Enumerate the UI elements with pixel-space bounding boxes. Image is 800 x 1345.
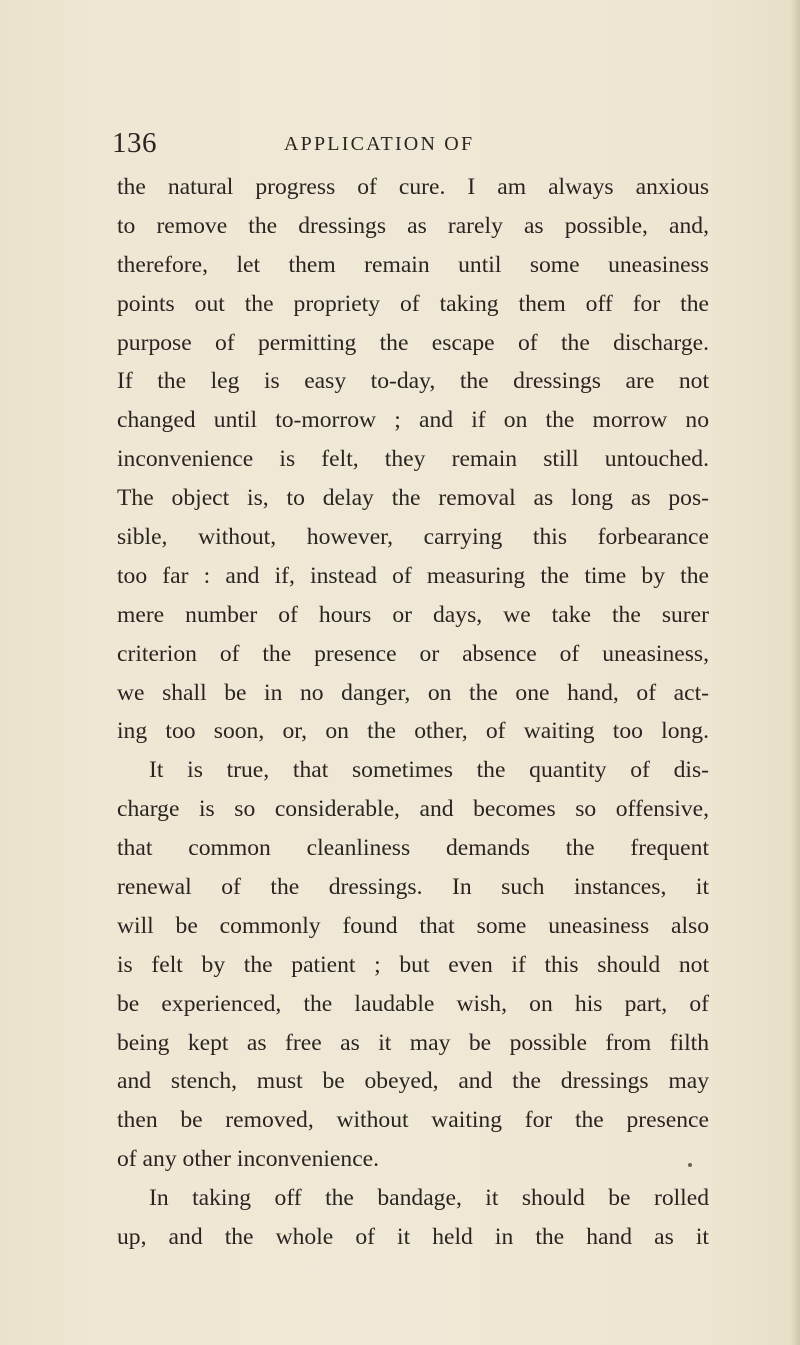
text-line: mere number of hours or days, we take the surer (117, 601, 709, 628)
text-line: that common cleanliness demands the frequent (117, 835, 709, 862)
body-text (117, 168, 709, 1257)
text-line-paragraph-start: In taking off the bandage, it should be rolled (149, 1185, 709, 1212)
text-line: If the leg is easy to-day, the dressings are not (117, 368, 709, 395)
text-line-paragraph-end: of any other inconvenience. (117, 1146, 380, 1173)
page-edge-shadow (790, 0, 800, 1345)
text-line: The object is, to delay the removal as long as pos- (117, 485, 709, 512)
text-line: changed until to-morrow ; and if on the morrow no (117, 407, 709, 434)
text-line: will be commonly found that some uneasiness also (117, 912, 709, 939)
page-header (112, 127, 692, 167)
text-line: inconvenience is felt, they remain still untouched. (117, 446, 709, 473)
page-number: 136 (112, 127, 157, 159)
text-line: sible, without, however, carrying this forbearance (117, 524, 709, 551)
margin-speck (688, 1163, 692, 1167)
text-line: renewal of the dressings. In such instances, it (117, 874, 709, 901)
text-line: ing too soon, or, on the other, of waiting too long. (117, 718, 709, 745)
text-line: the natural progress of cure. I am always anxious (117, 174, 709, 200)
text-line: criterion of the presence or absence of uneasiness, (117, 640, 709, 667)
text-line: be experienced, the laudable wish, on his part, of (117, 990, 709, 1017)
text-line: points out the propriety of taking them off for the (117, 290, 709, 317)
text-line: too far : and if, instead of measuring the time by the (117, 562, 709, 589)
text-line: we shall be in no danger, on the one hand, of act- (117, 679, 709, 706)
text-line: charge is so considerable, and becomes so offensive, (117, 796, 709, 823)
text-line: to remove the dressings as rarely as possible, and, (117, 212, 709, 239)
text-line: then be removed, without waiting for the presence (117, 1107, 709, 1134)
text-line: and stench, must be obeyed, and the dressings may (117, 1068, 709, 1095)
text-line: being kept as free as it may be possible from filth (117, 1029, 709, 1056)
running-head: APPLICATION OF (284, 133, 475, 155)
text-line-paragraph-start: It is true, that sometimes the quantity of dis- (149, 757, 709, 784)
text-line: therefore, let them remain until some uneasiness (117, 251, 709, 278)
text-line: up, and the whole of it held in the hand as it (117, 1224, 709, 1251)
text-line: is felt by the patient ; but even if this should not (117, 951, 709, 978)
text-line: purpose of permitting the escape of the discharge. (117, 329, 709, 356)
